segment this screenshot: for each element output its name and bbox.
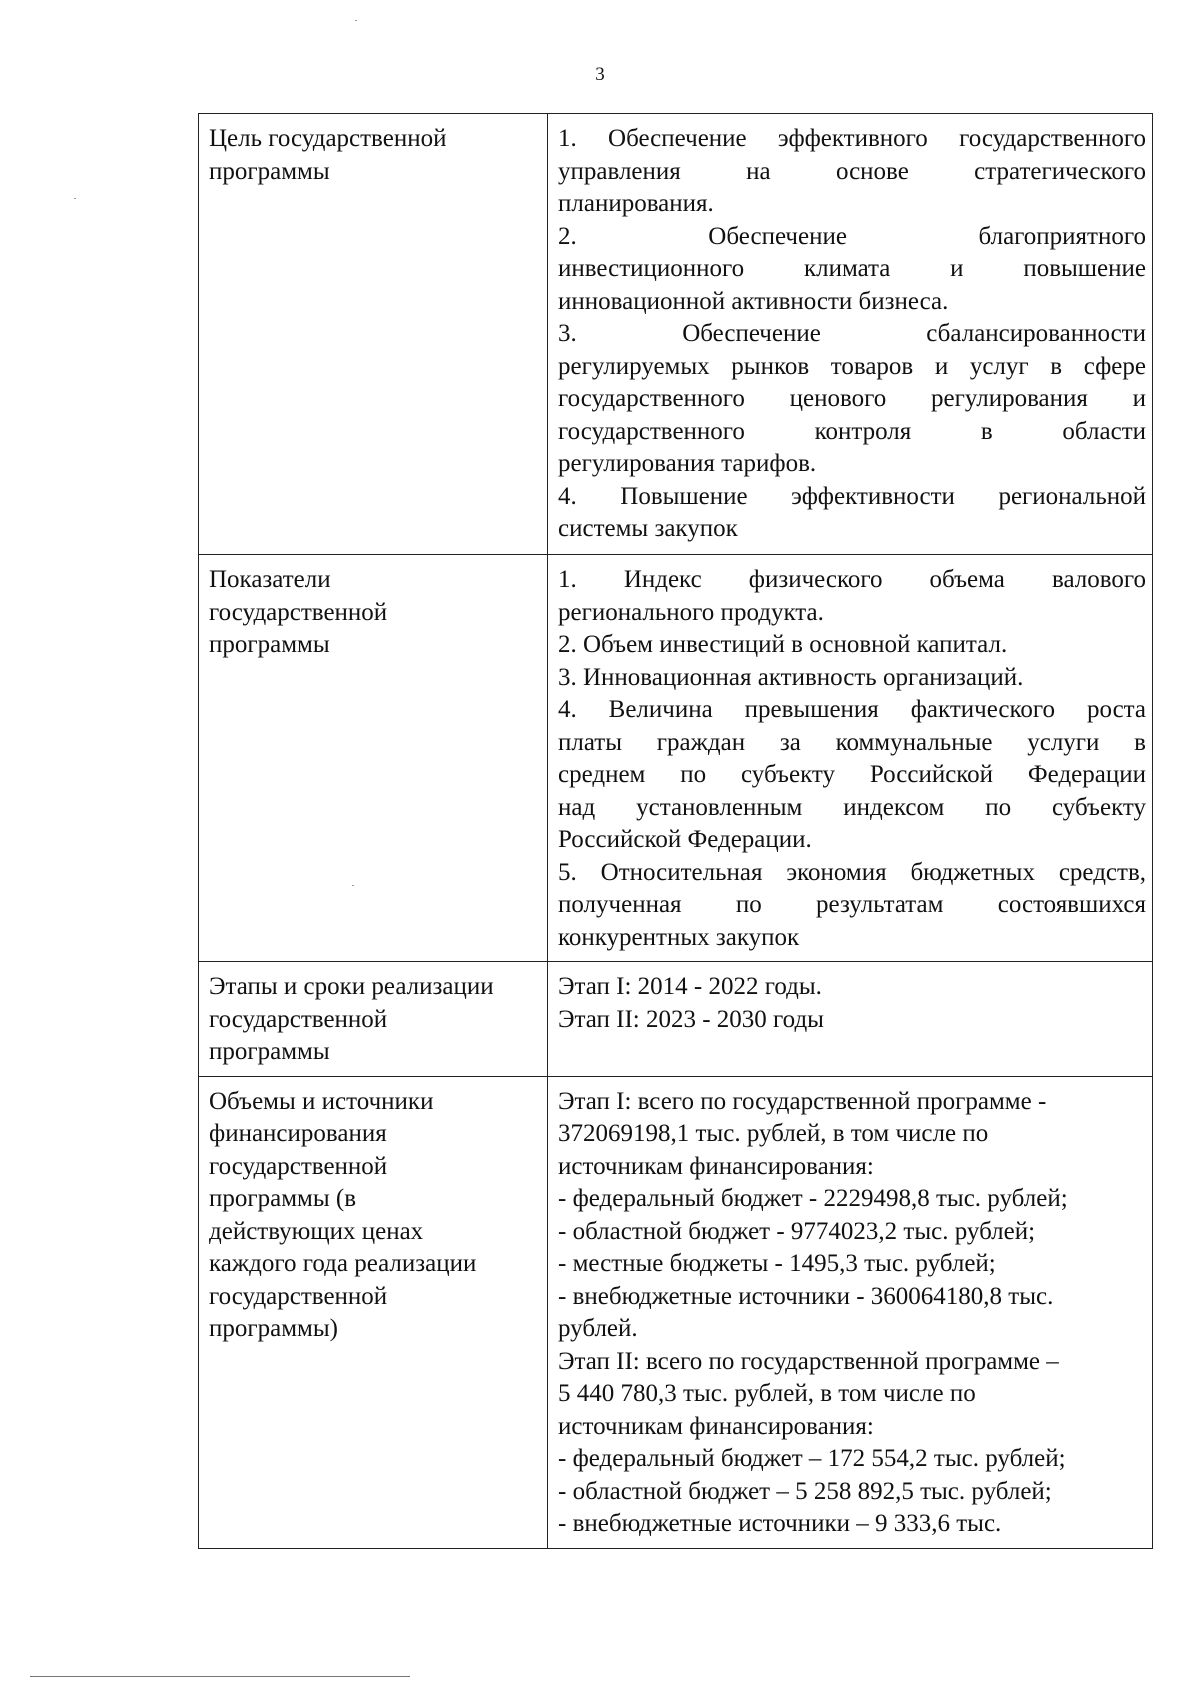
label-line: Цель государственной: [209, 125, 447, 152]
value-line: - внебюджетные источники - 360064180,8 тыс.: [558, 1282, 1054, 1310]
row-value-funding: [548, 1076, 1153, 1548]
value-line: регионального продукта.: [558, 598, 824, 626]
value-line: Этап I: всего по государственной программе -: [558, 1087, 1047, 1115]
value-line: платы граждан за коммунальные услуги в: [558, 728, 1146, 756]
row-value-indicators: [548, 555, 1153, 962]
passport-table: [198, 113, 1153, 1549]
value-line: регулируемых рынков товаров и услуг в сфере: [558, 352, 1146, 380]
row-value-stages: [548, 962, 1153, 1077]
value-line: управления на основе стратегического: [558, 157, 1146, 185]
scan-speck: [352, 885, 354, 886]
table-row-stages: [199, 962, 1153, 1077]
value-line: Этап II: 2023 - 2030 годы: [558, 1005, 824, 1033]
value-line: инновационной активности бизнеса.: [558, 287, 949, 315]
table-row-indicators: [199, 555, 1153, 962]
label-line: государственной: [209, 1152, 388, 1180]
value-line: - внебюджетные источники – 9 333,6 тыс.: [558, 1510, 1002, 1537]
value-line: - областной бюджет – 5 258 892,5 тыс. рублей;: [558, 1477, 1052, 1505]
row-label-goal: [199, 114, 548, 555]
label-line: программы: [209, 157, 330, 185]
value-line: инвестиционного климата и повышение: [558, 255, 1146, 282]
value-line: Этап I: 2014 - 2022 годы.: [558, 973, 822, 1000]
label-line: финансирования: [209, 1120, 387, 1147]
label-line: программы: [209, 631, 330, 658]
value-line: 4. Величина превышения фактического роста: [558, 696, 1146, 723]
value-line: - областной бюджет - 9774023,2 тыс. рублей;: [558, 1217, 1036, 1245]
value-line: - местные бюджеты - 1495,3 тыс. рублей;: [558, 1250, 996, 1277]
row-label-funding: [199, 1076, 548, 1548]
value-line: системы закупок: [558, 515, 738, 542]
value-line: 1. Обеспечение эффективного государственного: [558, 125, 1146, 152]
value-line: 2. Обеспечение благоприятного: [558, 222, 1146, 250]
label-line: каждого года реализации: [209, 1250, 477, 1277]
value-line: государственного контроля в области: [558, 417, 1146, 445]
value-line: источникам финансирования:: [558, 1412, 874, 1440]
value-line: среднем по субъекту Российской Федерации: [558, 761, 1146, 788]
label-line: государственной: [209, 1282, 388, 1310]
label-line: программы): [209, 1315, 338, 1342]
value-line: регулирования тарифов.: [558, 450, 817, 477]
label-line: государственной: [209, 1005, 388, 1033]
value-line: Этап II: всего по государственной программе –: [558, 1347, 1059, 1375]
label-line: программы (в: [209, 1185, 357, 1212]
value-line: государственного ценового регулирования и: [558, 385, 1146, 412]
label-line: Объемы и источники: [209, 1087, 434, 1115]
value-line: 372069198,1 тыс. рублей, в том числе по: [558, 1120, 989, 1147]
label-line: государственной: [209, 598, 388, 626]
label-line: программы: [209, 1038, 330, 1065]
value-line: 1. Индекс физического объема валового: [558, 566, 1146, 593]
label-line: действующих ценах: [209, 1217, 424, 1245]
value-line: над установленным индексом по субъекту: [558, 793, 1146, 821]
value-line: источникам финансирования:: [558, 1152, 874, 1180]
row-value-goal: [548, 114, 1153, 555]
row-label-stages: [199, 962, 548, 1077]
value-line: - федеральный бюджет - 2229498,8 тыс. рублей;: [558, 1185, 1068, 1212]
value-line: полученная по результатам состоявшихся: [558, 891, 1146, 918]
value-line: - федеральный бюджет – 172 554,2 тыс. рублей;: [558, 1445, 1066, 1472]
scan-speck: [355, 20, 357, 21]
value-line: 5. Относительная экономия бюджетных средств,: [558, 858, 1146, 886]
value-line: 4. Повышение эффективности региональной: [558, 482, 1146, 510]
page-number: 3: [595, 64, 605, 85]
value-line: 2. Объем инвестиций в основной капитал.: [558, 631, 1008, 658]
value-line: 3. Обеспечение сбалансированности: [558, 320, 1146, 347]
value-line: конкурентных закупок: [558, 923, 800, 951]
value-line: планирования.: [558, 190, 714, 217]
scan-edge-line: [30, 1676, 410, 1677]
table-row-goal: [199, 114, 1153, 555]
value-line: 3. Инновационная активность организаций.: [558, 663, 1024, 691]
value-line: рублей.: [558, 1315, 638, 1342]
value-line: 5 440 780,3 тыс. рублей, в том числе по: [558, 1380, 976, 1407]
row-label-indicators: [199, 555, 548, 962]
scan-speck: [74, 198, 76, 199]
label-line: Показатели: [209, 566, 331, 593]
table-row-funding: [199, 1076, 1153, 1548]
value-line: Российской Федерации.: [558, 826, 812, 853]
label-line: Этапы и сроки реализации: [209, 973, 494, 1000]
